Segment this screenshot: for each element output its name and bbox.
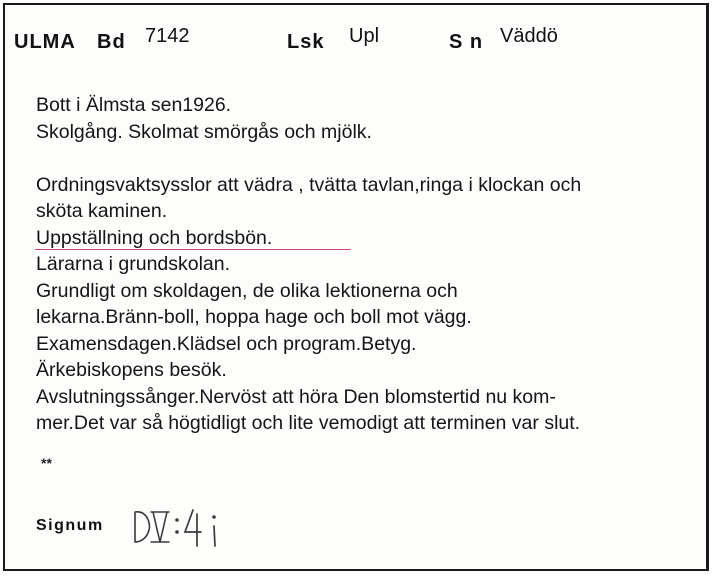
card-body bbox=[36, 92, 696, 437]
body-line: Examensdagen.Klädsel och program.Betyg. bbox=[36, 332, 417, 355]
body-line: lekarna.Bränn-boll, hoppa hage och boll mot vägg. bbox=[36, 306, 472, 328]
body-line: mer.Det var så högtidligt och lite vemodigt att terminen var slut. bbox=[36, 412, 581, 434]
body-line-underlined: Uppställning och bordsbön. bbox=[36, 226, 273, 249]
pink-underline bbox=[35, 249, 351, 250]
volume-label: Bd bbox=[97, 31, 126, 53]
body-line: Bott i Älmsta sen1926. bbox=[36, 94, 232, 116]
body-line: Grundligt om skoldagen, de olika lektionerna och bbox=[36, 279, 458, 302]
province-label: Lsk bbox=[287, 31, 325, 53]
parish-label: S n bbox=[449, 31, 484, 53]
archive-label: ULMA bbox=[14, 31, 76, 53]
body-line: Ärkebiskopens besök. bbox=[36, 359, 227, 381]
signum-label: Signum bbox=[36, 517, 104, 534]
province-value: Upl bbox=[349, 25, 380, 47]
body-line: Skolgång. Skolmat smörgås och mjölk. bbox=[36, 120, 372, 143]
body-line-blank bbox=[36, 145, 696, 172]
parish-value: Väddö bbox=[500, 25, 558, 47]
body-line: Avslutningssånger.Nervöst att höra Den blomstertid nu kom- bbox=[36, 385, 556, 408]
archive-card bbox=[3, 3, 709, 571]
volume-value: 7142 bbox=[145, 25, 190, 47]
body-line: Ordningsvaktsysslor att vädra , tvätta tavlan,ringa i klockan och bbox=[36, 173, 582, 196]
body-line: Lärarna i grundskolan. bbox=[36, 253, 231, 275]
end-mark: ** bbox=[41, 455, 52, 471]
handwritten-signature bbox=[129, 500, 229, 550]
body-line: sköta kaminen. bbox=[36, 200, 168, 222]
